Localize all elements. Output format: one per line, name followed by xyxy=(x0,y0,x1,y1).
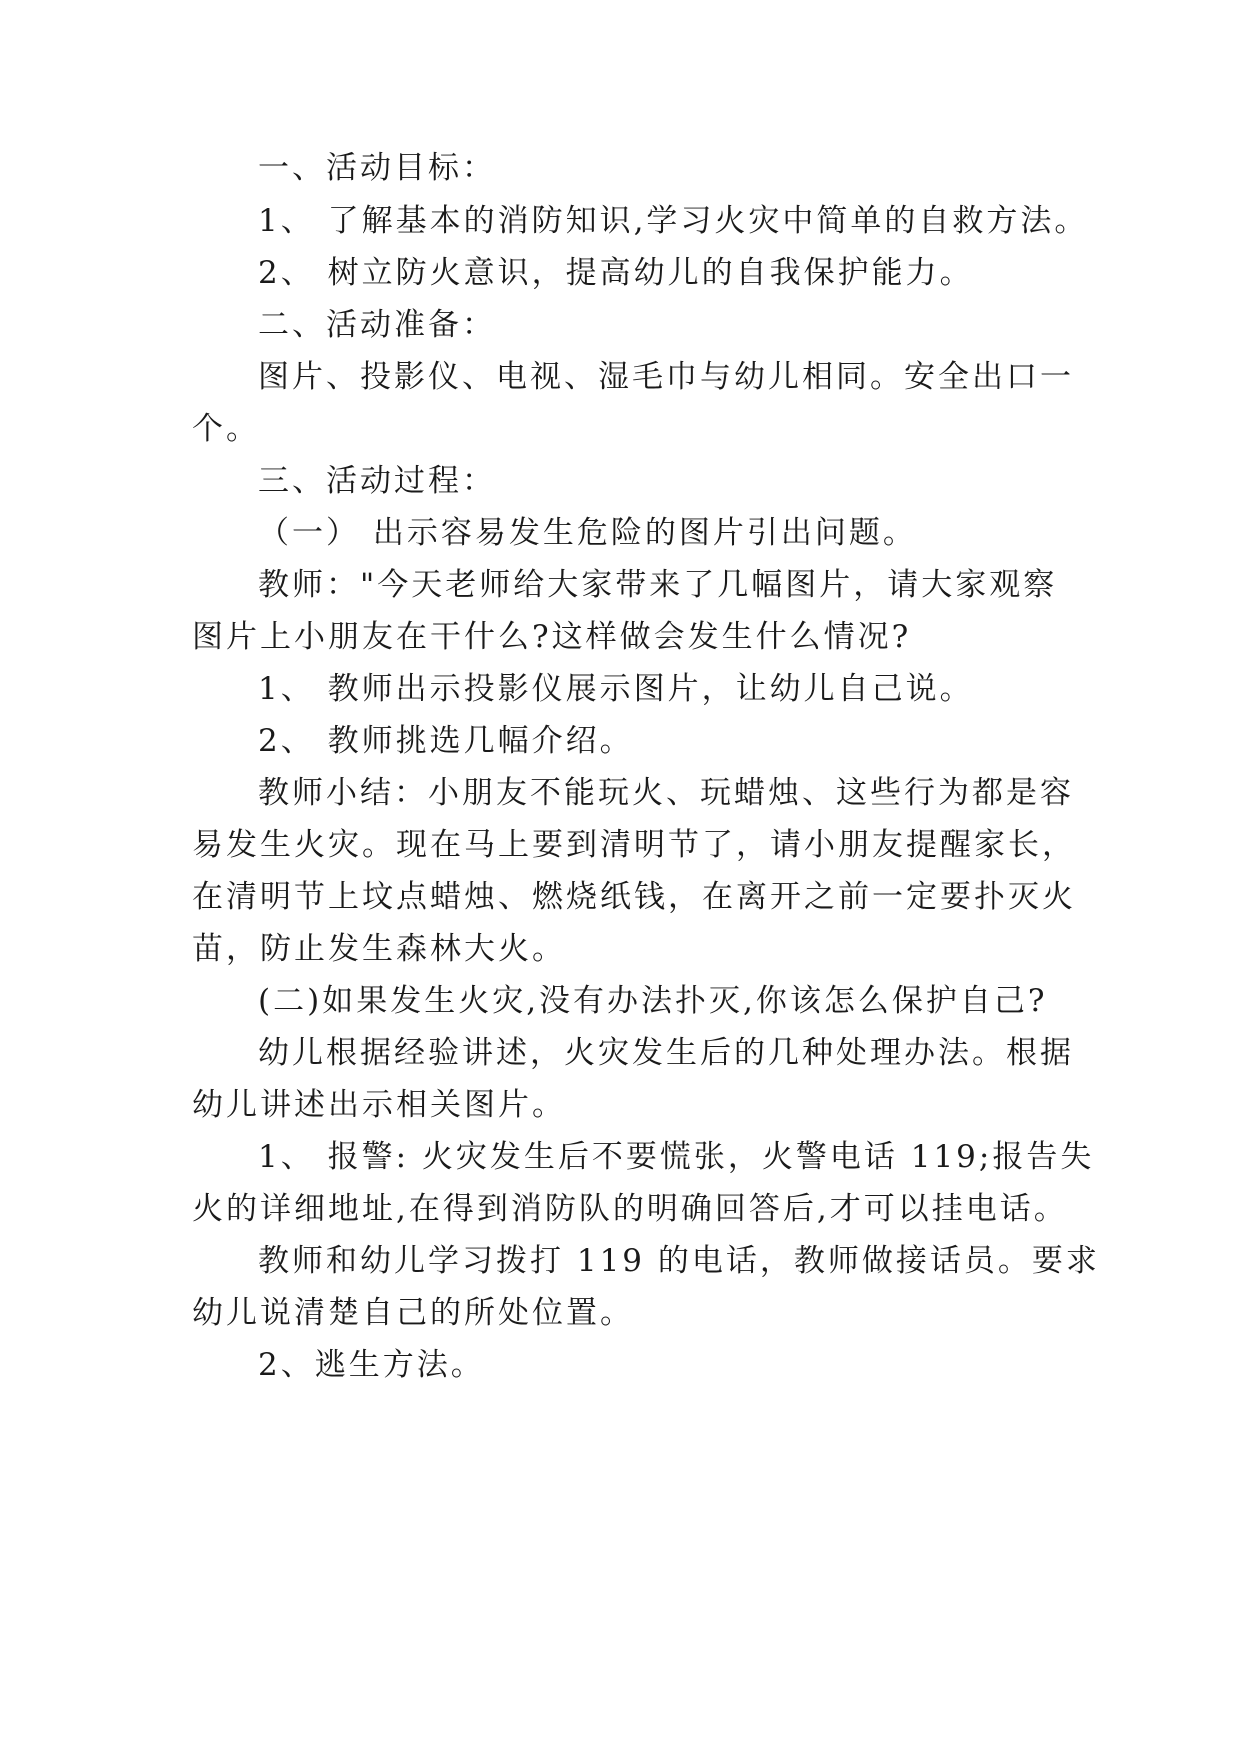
teacher-summary-cont-1: 易发生火灾。现在马上要到清明节了，请小朋友提醒家长， xyxy=(192,827,1076,863)
step-2-item-1-cont: 火的详细地址,在得到消防队的明确回答后,才可以挂电话。 xyxy=(192,1191,1068,1227)
teacher-summary-cont-2: 在清明节上坟点蜡烛、燃烧纸钱，在离开之前一定要扑灭火 xyxy=(192,879,1076,915)
step-2-item-1: 1、 报警: 火灾发生后不要慌张，火警电话 119;报告失 xyxy=(258,1139,1095,1175)
teacher-intro: 教师："今天老师给大家带来了几幅图片，请大家观察 xyxy=(258,567,1058,603)
step-2-item-2: 2、逃生方法。 xyxy=(258,1347,485,1383)
objective-item-2: 2、 树立防火意识，提高幼儿的自我保护能力。 xyxy=(258,255,974,291)
step-1-item-2: 2、 教师挑选几幅介绍。 xyxy=(258,723,634,759)
children-discussion: 幼儿根据经验讲述，火灾发生后的几种处理办法。根据 xyxy=(258,1035,1074,1071)
teacher-summary: 教师小结：小朋友不能玩火、玩蜡烛、这些行为都是容 xyxy=(258,775,1074,811)
heading-preparation: 二、活动准备： xyxy=(258,307,496,343)
preparation-text-cont: 个。 xyxy=(192,411,260,447)
preparation-text: 图片、投影仪、电视、湿毛巾与幼儿相同。安全出口一 xyxy=(258,359,1074,395)
objective-item-1: 1、 了解基本的消防知识,学习火灾中简单的自救方法。 xyxy=(258,203,1089,239)
teacher-summary-cont-3: 苗，防止发生森林大火。 xyxy=(192,931,566,967)
call-practice-cont: 幼儿说清楚自己的所处位置。 xyxy=(192,1295,634,1331)
step-1-item-1: 1、 教师出示投影仪展示图片，让幼儿自己说。 xyxy=(258,671,974,707)
process-step-2-title: (二)如果发生火灾,没有办法扑灭,你该怎么保护自己? xyxy=(258,983,1048,1019)
call-practice: 教师和幼儿学习拨打 119 的电话，教师做接话员。要求 xyxy=(258,1243,1100,1279)
teacher-intro-cont: 图片上小朋友在干什么?这样做会发生什么情况? xyxy=(192,619,912,655)
heading-process: 三、活动过程： xyxy=(258,463,496,499)
children-discussion-cont: 幼儿讲述出示相关图片。 xyxy=(192,1087,566,1123)
heading-objectives: 一、活动目标： xyxy=(258,150,496,186)
process-step-1-title: （一） 出示容易发生危险的图片引出问题。 xyxy=(258,515,917,551)
